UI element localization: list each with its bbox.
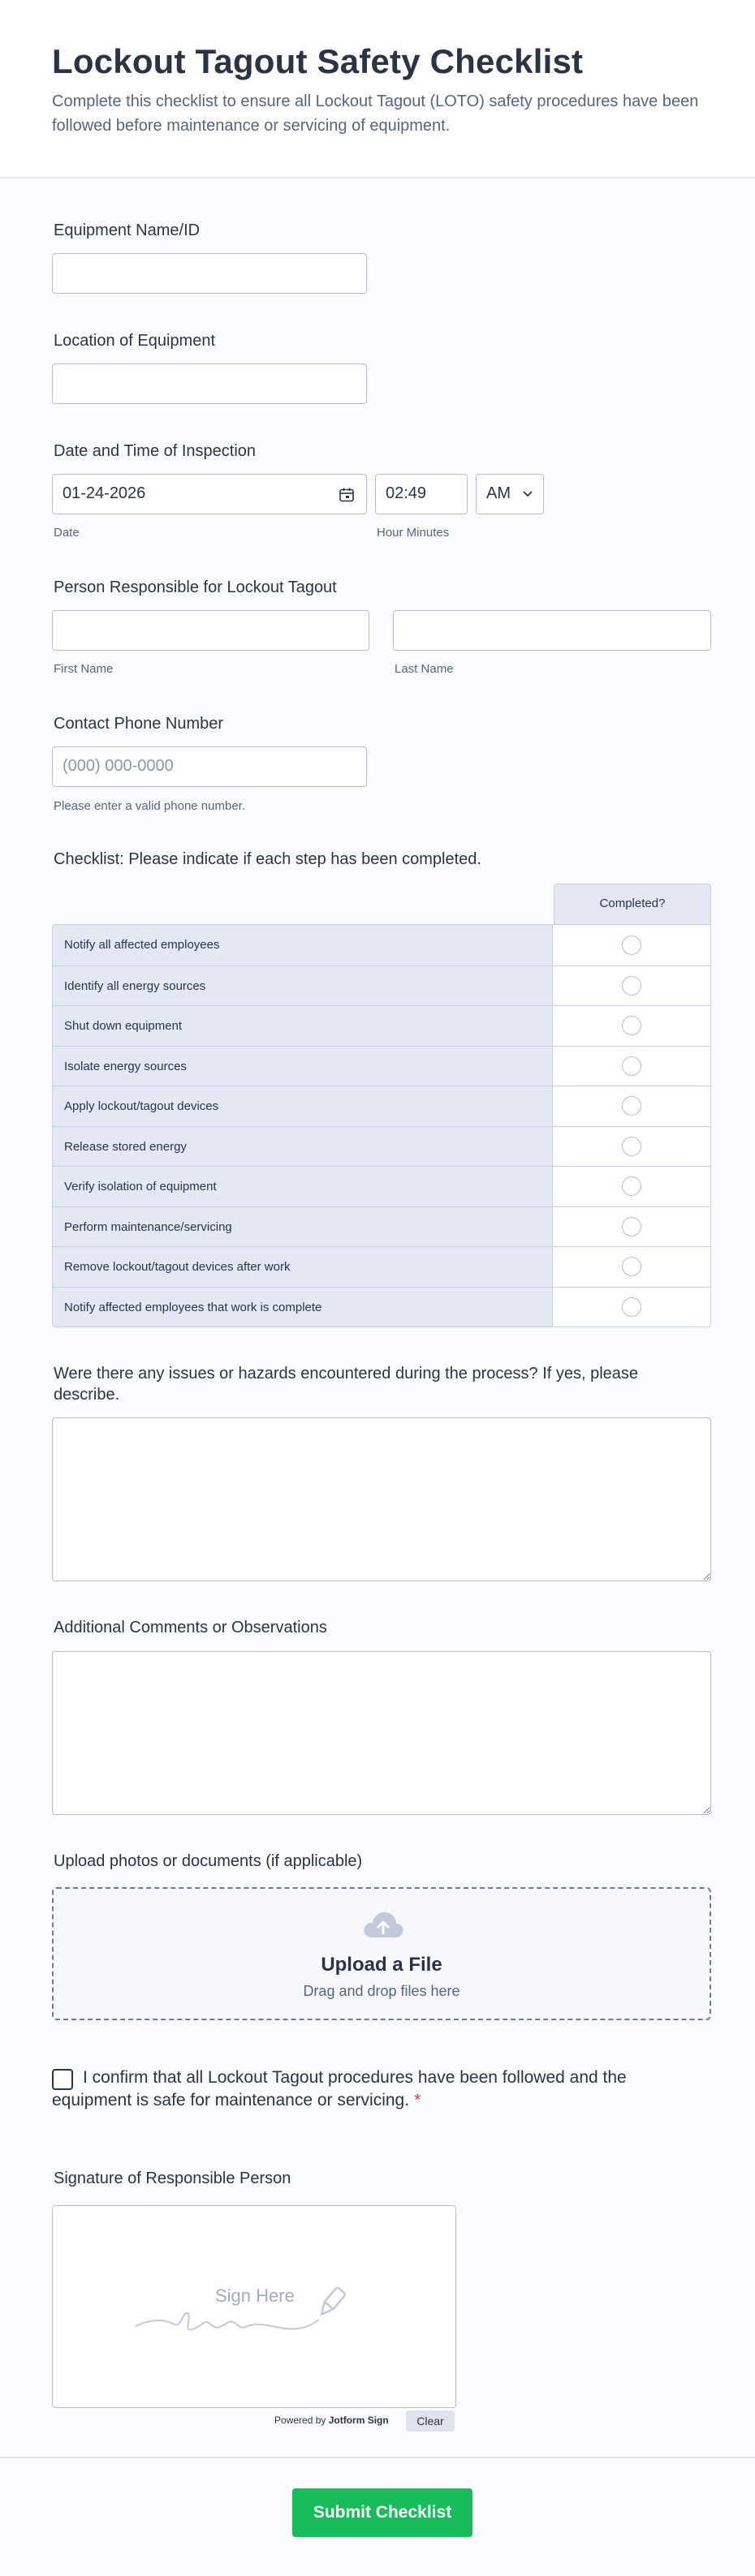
location-label: Location of Equipment xyxy=(54,332,216,350)
last-name-input[interactable] xyxy=(393,610,711,651)
matrix-row-label: Shut down equipment xyxy=(53,1006,553,1046)
confirm-label xyxy=(52,2066,710,2112)
ampm-select[interactable] xyxy=(476,474,544,514)
upload-title: Upload a File xyxy=(321,1954,442,1976)
clear-signature-button[interactable]: Clear xyxy=(406,2410,455,2432)
first-name-input[interactable] xyxy=(52,610,369,651)
form-title: Lockout Tagout Safety Checklist xyxy=(52,42,584,80)
required-mark: * xyxy=(414,2091,421,2109)
powered-by xyxy=(274,2415,389,2426)
signature-pad[interactable] xyxy=(52,2205,456,2408)
signature-label: Signature of Responsible Person xyxy=(54,2170,291,2187)
matrix-row xyxy=(53,1206,710,1247)
matrix-row-label: Identify all energy sources xyxy=(53,966,553,1006)
form-description: Complete this checklist to ensure all Lockout Tagout (LOTO) safety procedures have been followed before maintenance or servicing of equipment. xyxy=(52,92,699,135)
completed-radio[interactable] xyxy=(622,1137,641,1156)
upload-subtitle: Drag and drop files here xyxy=(303,1983,460,1999)
confirm-text: I confirm that all Lockout Tagout procedures have been followed and the equipment is safe for maintenance or servicing. xyxy=(52,2068,627,2109)
file-upload-dropzone[interactable] xyxy=(52,1887,711,2020)
completed-radio[interactable] xyxy=(622,1016,641,1035)
completed-radio[interactable] xyxy=(622,1056,641,1076)
form-header xyxy=(0,0,755,178)
checklist-label: Checklist: Please indicate if each step has been completed. xyxy=(54,850,481,868)
matrix-row xyxy=(53,1246,710,1287)
issues-textarea[interactable] xyxy=(52,1417,711,1581)
comments-textarea[interactable] xyxy=(52,1651,711,1815)
matrix-row-label: Perform maintenance/servicing xyxy=(53,1207,553,1247)
matrix-row xyxy=(53,1287,710,1327)
chevron-down-icon xyxy=(522,490,533,498)
calendar-icon[interactable] xyxy=(339,487,355,503)
signature-placeholder: Sign Here xyxy=(215,2286,295,2306)
matrix-body xyxy=(52,924,711,1327)
matrix-row-label: Release stored energy xyxy=(53,1127,553,1167)
last-name-sublabel: Last Name xyxy=(395,662,454,676)
phone-sublabel: Please enter a valid phone number. xyxy=(54,799,245,813)
matrix-row-label: Notify all affected employees xyxy=(53,925,553,965)
person-label: Person Responsible for Lockout Tagout xyxy=(54,578,337,596)
first-name-sublabel: First Name xyxy=(54,662,114,676)
cloud-upload-icon xyxy=(361,1910,405,1939)
powered-brand: Jotform Sign xyxy=(328,2415,389,2426)
matrix-row-label: Verify isolation of equipment xyxy=(53,1167,553,1206)
time-input[interactable]: 02:49 xyxy=(375,474,468,514)
upload-label: Upload photos or documents (if applicable) xyxy=(54,1852,363,1870)
matrix-row xyxy=(53,1005,710,1046)
matrix-row xyxy=(53,1166,710,1206)
date-input[interactable] xyxy=(52,474,367,514)
phone-label: Contact Phone Number xyxy=(54,715,224,733)
equipment-input[interactable] xyxy=(52,253,367,294)
matrix-row-label: Notify affected employees that work is complete xyxy=(53,1288,553,1327)
matrix-column-completed: Completed? xyxy=(554,884,711,924)
ampm-value: AM xyxy=(486,484,511,502)
matrix-row-label: Isolate energy sources xyxy=(53,1047,553,1086)
date-sublabel: Date xyxy=(54,526,80,540)
comments-label: Additional Comments or Observations xyxy=(54,1619,327,1636)
matrix-row-label: Remove lockout/tagout devices after work xyxy=(53,1247,553,1287)
completed-radio[interactable] xyxy=(622,976,641,996)
submit-button[interactable]: Submit Checklist xyxy=(292,2488,472,2537)
issues-label: Were there any issues or hazards encountered during the process? If yes, please describe. xyxy=(54,1365,639,1404)
location-input[interactable] xyxy=(52,363,367,404)
matrix-row xyxy=(53,1046,710,1086)
footer-divider xyxy=(0,2457,755,2458)
completed-radio[interactable] xyxy=(622,1217,641,1236)
matrix-row xyxy=(53,925,710,965)
datetime-label: Date and Time of Inspection xyxy=(54,442,257,460)
equipment-label: Equipment Name/ID xyxy=(54,221,201,239)
completed-radio[interactable] xyxy=(622,1257,641,1276)
completed-radio[interactable] xyxy=(622,935,641,955)
powered-prefix: Powered by xyxy=(274,2415,326,2426)
checklist-matrix xyxy=(52,884,711,1327)
time-sublabel: Hour Minutes xyxy=(377,526,450,540)
completed-radio[interactable] xyxy=(622,1176,641,1196)
completed-radio[interactable] xyxy=(622,1096,641,1116)
date-value: 01-24-2026 xyxy=(63,484,146,502)
completed-radio[interactable] xyxy=(622,1297,641,1317)
phone-input[interactable]: (000) 000-0000 xyxy=(52,746,367,787)
matrix-row xyxy=(53,1086,710,1126)
matrix-header xyxy=(52,884,711,924)
matrix-row xyxy=(53,965,710,1006)
matrix-row xyxy=(53,1126,710,1167)
matrix-row-label: Apply lockout/tagout devices xyxy=(53,1086,553,1126)
